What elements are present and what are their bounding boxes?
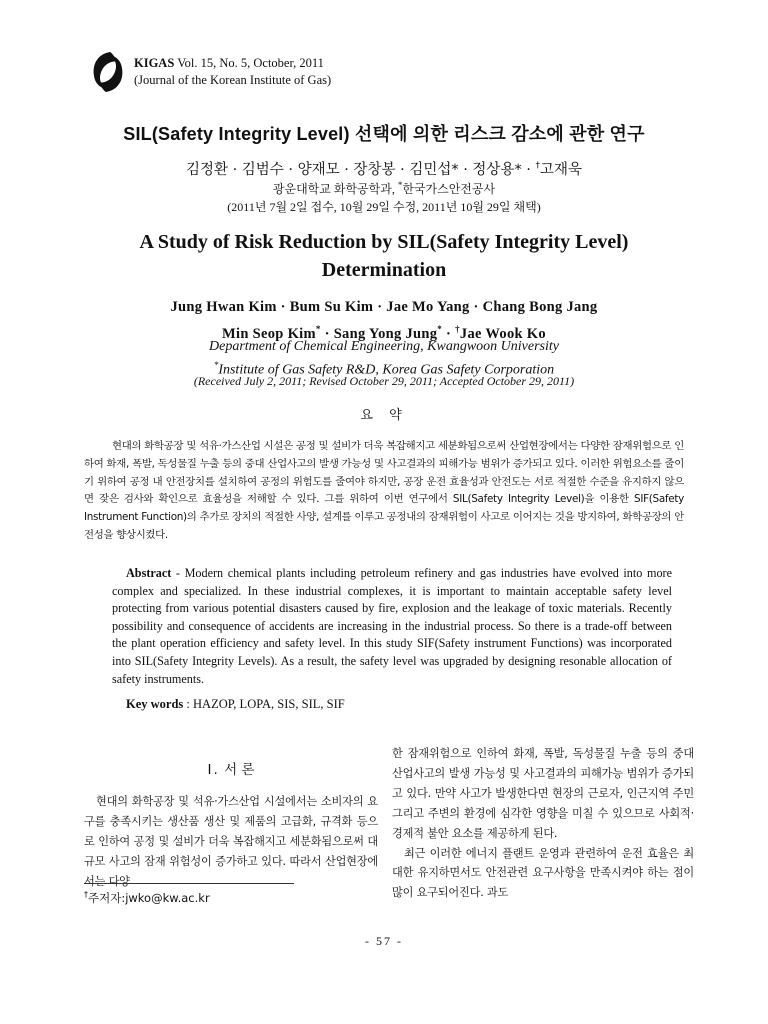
authors-korean [0,158,768,179]
page-number: - 57 - [365,934,403,948]
footnote-dagger: † [84,890,88,900]
dates-korean: (2011년 7월 2일 접수, 10월 29일 수정, 2011년 10월 29일 채택) [227,200,541,214]
affiliation-ko-first: 광운대학교 화학공학과, [272,182,398,196]
abstract-korean: 현대의 화학공장 및 석유·가스산업 시설은 공정 및 설비가 더욱 복잡해지고 세분화됨으로써 산업현장에서는 다양한 잠재위험으로 인하여 화재, 폭발, 독성물질 누출 등의 중대 산업사고의 발생 가능성 및 사고결과의 피해가능 범위가 증가되고 있다. 이러한 위험요소를 줄이기 위하여 공정 내 안전장치를 설치하여 공정의 위험도를 줄여야 하지만, 공장 운전 효율성과 안전도는 서로 적절한 수준을 유지하지 않으면 잦은 검사와 확인으로 효율성을 저해할 수 있다. 그를 위하여 이번 연구에서 SIL(Safety Integrity Level)을 이용한 SIF(Safety Instrument Function)의 추가로 장치의 적절한 사양, 설계를 이루고 공정내의 잠재위험이 사고로 이어지는 것을 방지하여, 화학공장의 안전성을 향상시켰다. [84,440,684,541]
keywords-text: : HAZOP, LOPA, SIS, SIL, SIF [183,697,345,711]
section-number: I. [207,762,220,778]
abstract-label: Abstract [126,566,172,580]
footnote-text: 주저자:jwko@kw.ac.kr [88,891,210,905]
corresponding-author-ko: 고재욱 [540,162,583,178]
keywords-label: Key words [126,697,184,711]
department-en: Department of Chemical Engineering, Kwangwoon University [209,339,559,354]
title-english: A Study of Risk Reduction by SIL(Safety Integrity Level) Determination [139,231,629,281]
affiliation-star: * [397,180,403,190]
footnote-divider [84,883,294,884]
author-star-2: * [437,324,443,334]
corresponding-dagger: † [535,161,541,172]
journal-volume: Vol. 15, No. 5, October, 2011 [177,56,324,70]
column-left [84,758,378,892]
author-star-1: * [315,324,321,334]
intro-paragraph-continued: 한 잠재위험으로 인하여 화재, 폭발, 독성물질 누출 등의 중대 산업사고의 발생 가능성 및 사고결과의 피해가능 범위가 증가되고 있다. 만약 사고가 발생한다면 현장의 근로자, 인근지역 주민 그리고 주변의 환경에 심각한 영향을 미칠 수 있으므로 사회적·경제적 불안 요소를 제공하게 된다. [392,747,694,840]
summary-heading: 요 약 [360,408,408,423]
journal-info [134,55,331,89]
affiliation-korean [0,180,768,197]
author-sang-yong-jung: · Sang Yong Jung [320,325,438,342]
abstract-text: - Modern chemical plants including petroleum refinery and gas industries have evolved into more complex and specialized. In these industrial complexes, it is important to maintain acceptable safety level protecting from various potential disasters caused by fire, explosion and the leakage of toxic materials. Recently possibility and consequence of accidents are increasing in the industrial process. So there is a trade-off between the plant operation efficiency and safety level. In this study SIF(Safety instrument Functions) was incorporated into SIL(Safety Integrity Levels). As a result, the safety level was upgraded by designing resonable allocation of safety instruments. [112,566,672,686]
author-jae-wook-ko: Jae Wook Ko [459,325,546,342]
author-dagger: † [455,324,460,334]
keywords [126,697,345,712]
journal-logo-icon [90,50,126,94]
institute-star: * [213,360,219,370]
author-separator: · [442,325,456,342]
abstract-english [112,565,672,688]
section-title: 서 론 [224,762,255,778]
authors-en-line1: Jung Hwan Kim · Bum Su Kim · Jae Mo Yang · Chang Bong Jang [170,299,598,315]
section-heading-intro [84,758,378,778]
institute-en-text: Institute of Gas Safety R&D, Korea Gas Safety Corporation [218,362,555,378]
author-min-seop-kim: Min Seop Kim [222,325,316,342]
footnote [84,890,210,906]
intro-paragraph-2: 최근 이러한 에너지 플랜트 운영과 관련하여 운전 효율은 최대한 유지하면서도 안전관련 요구사항을 만족시켜야 하는 점이 많이 요구되어진다. 과도 [392,846,694,900]
affiliation-ko-second: 한국가스안전공사 [402,182,496,196]
column-right [392,744,694,903]
intro-paragraph-1: 현대의 화학공장 및 석유·가스산업 시설에서는 소비자의 요구를 충족시키는 생산품 생산 및 제품의 고급화, 규격화 등으로 인하여 공정 및 설비가 더욱 복잡해지고 세분화됨으로써 대규모 사고의 잠재 위험성이 증가하고 있다. 따라서 산업현장에서는 다양 [84,795,378,888]
authors-korean-main: 김정환 · 김범수 · 양재모 · 장창봉 · 김민섭* · 정상용* · [185,162,536,178]
title-korean: SIL(Safety Integrity Level) 선택에 의한 리스크 감소에 관한 연구 [123,124,645,144]
received-dates-english: (Received July 2, 2011; Revised October 29, 2011; Accepted October 29, 2011) [193,374,575,388]
journal-full-name: (Journal of the Korean Institute of Gas) [134,73,332,87]
journal-abbr: KIGAS [134,56,175,70]
